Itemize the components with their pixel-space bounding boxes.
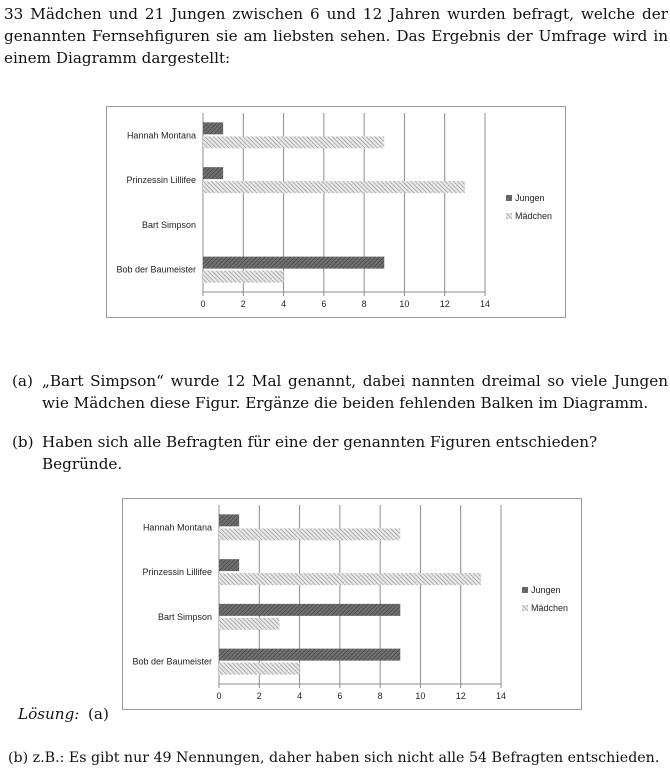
intro-paragraph: 33 Mädchen und 21 Jungen zwischen 6 und 12 Jahren wurden befragt, welche der genannten Fernsehfiguren sie am liebsten sehen. Das Ergebnis der Umfrage wird in einem Diagramm dargestellt:	[4, 5, 668, 67]
x-tick-label: 8	[361, 299, 367, 309]
x-tick-label: 8	[377, 691, 383, 701]
x-tick-label: 0	[200, 299, 206, 309]
x-tick-label: 10	[399, 299, 410, 309]
legend-label-maedchen: Mädchen	[531, 603, 569, 613]
x-tick-label: 2	[240, 299, 246, 309]
category-label: Prinzessin Lillifee	[142, 567, 212, 578]
x-tick-label: 10	[415, 691, 426, 701]
category-label: Bob der Baumeister	[132, 656, 212, 667]
category-label: Hannah Montana	[126, 130, 196, 141]
task-b	[12, 431, 668, 473]
category-label: Bob der Baumeister	[116, 264, 196, 275]
task-b-text: Haben sich alle Befragten für eine der genannten Figuren entschieden? Begründe.	[42, 433, 598, 473]
x-tick-label: 14	[479, 299, 491, 309]
bar-jungen	[203, 122, 223, 134]
x-tick-label: 6	[337, 691, 343, 701]
legend-label-jungen: Jungen	[531, 585, 561, 595]
chart-task	[106, 106, 566, 318]
x-tick-label: 6	[321, 299, 327, 309]
bar-jungen	[219, 514, 239, 526]
bar-jungen	[219, 604, 400, 616]
legend-swatch-maedchen	[522, 605, 528, 611]
category-label: Prinzessin Lillifee	[126, 175, 196, 186]
bar-maedchen	[219, 528, 400, 540]
task-a	[12, 370, 668, 416]
legend-label-jungen: Jungen	[515, 193, 545, 203]
x-tick-label: 4	[281, 299, 287, 309]
bar-maedchen	[219, 573, 481, 585]
category-label: Bart Simpson	[157, 611, 212, 622]
bar-maedchen	[203, 136, 384, 148]
legend-swatch-maedchen	[506, 213, 512, 219]
task-a-text: „Bart Simpson“ wurde 12 Mal genannt, dabei nannten dreimal so viele Jungen wie Mädchen diese Figur. Ergänze die beiden fehlenden Balken im Diagramm.	[42, 372, 668, 412]
category-label: Bart Simpson	[141, 219, 196, 230]
legend-swatch-jungen	[522, 587, 528, 593]
legend-swatch-jungen	[506, 195, 512, 201]
x-tick-label: 4	[297, 691, 303, 701]
bar-jungen	[219, 649, 400, 661]
bar-jungen	[203, 257, 384, 269]
solution-b-answer: (b) z.B.: Es gibt nur 49 Nennungen, daher haben sich nicht alle 54 Befragten entschieden.	[8, 750, 660, 766]
legend-label-maedchen: Mädchen	[515, 211, 553, 221]
solution-heading: Lösung:	[18, 705, 80, 723]
bar-maedchen	[219, 618, 279, 630]
bar-maedchen	[203, 181, 465, 193]
x-tick-label: 0	[216, 691, 222, 701]
chart-solution	[122, 498, 582, 710]
x-tick-label: 12	[439, 299, 450, 309]
x-tick-label: 12	[455, 691, 466, 701]
x-tick-label: 14	[495, 691, 507, 701]
category-label: Hannah Montana	[142, 522, 212, 533]
bar-jungen	[203, 167, 223, 179]
solution-a-label: (a)	[88, 705, 109, 723]
task-b-label: (b)	[12, 433, 34, 451]
bar-maedchen	[203, 271, 284, 283]
task-a-label: (a)	[12, 372, 33, 390]
x-tick-label: 2	[256, 691, 262, 701]
bar-jungen	[219, 559, 239, 571]
bar-maedchen	[219, 663, 300, 675]
